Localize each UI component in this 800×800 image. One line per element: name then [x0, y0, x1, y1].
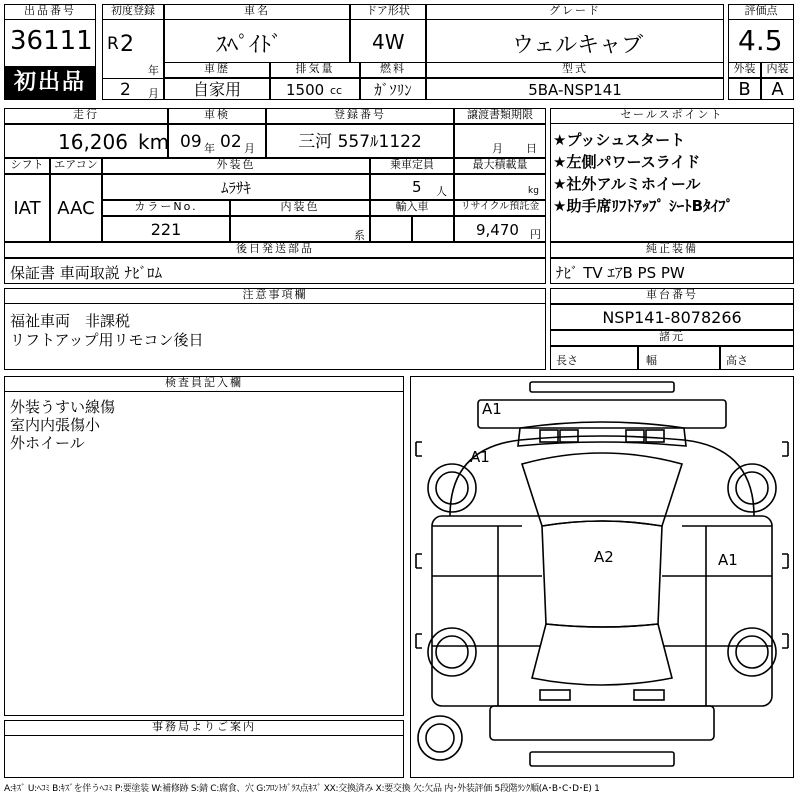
- inspection-year-unit: 年: [204, 142, 215, 155]
- month-unit: 月: [148, 87, 159, 100]
- grade-label: グレード: [426, 4, 724, 20]
- divider: [102, 78, 164, 79]
- sales-points-label: セールスポイント: [550, 108, 794, 124]
- inspector-label: 検査員記入欄: [4, 376, 404, 392]
- model-code-label: 型式: [426, 62, 724, 78]
- note-line-1: 福祉車両 非課税: [10, 312, 131, 330]
- color-no: 221: [102, 216, 230, 242]
- inspection-label: 車検: [168, 108, 266, 124]
- import-cell-b: [412, 216, 454, 242]
- recycle: 9,470: [476, 221, 519, 239]
- office-label: 事務局よりご案内: [4, 720, 404, 736]
- sales-point-1: ★プッシュスタート: [553, 131, 686, 149]
- displacement-label: 排気量: [270, 62, 360, 78]
- car-diagram: [410, 376, 794, 778]
- car-name-label: 車名: [164, 4, 350, 20]
- door-type: 4W: [372, 30, 405, 54]
- history: 自家用: [164, 78, 270, 100]
- kei-unit: 系: [354, 229, 365, 242]
- aircon: AAC: [50, 174, 102, 242]
- shift-label: シフト: [4, 158, 50, 174]
- equipment-label: 純正装備: [550, 242, 794, 258]
- lot-number: 36111: [10, 26, 93, 56]
- mileage: 16,206: [58, 130, 128, 154]
- legend: A:ｷｽﾞ U:ﾍｺﾐ B:ｷｽﾞを伴うﾍｺﾐ P:要塗装 W:補修跡 S:錆 C:腐食、穴 G:ﾌﾛﾝﾄｶﾞﾗｽ点ｷｽﾞ XX:交換済み X:要交換 欠:欠品 内･外装評価 5段階ﾗﾝｸ順(A･B･C･D･E) 1: [4, 784, 600, 794]
- inspection-month: 02: [220, 132, 242, 152]
- ext-color: ﾑﾗｻｷ: [102, 174, 370, 200]
- recycle-label: リサイクル預託金: [454, 200, 546, 216]
- int-color-cell: [230, 216, 370, 242]
- int-color-label: 内装色: [230, 200, 370, 216]
- fuel: ｶﾞｿﾘﾝ: [360, 78, 426, 100]
- era-letter: R: [107, 34, 119, 54]
- damage-mark-roof: A2: [594, 548, 614, 566]
- lot-number-label: 出品番号: [4, 4, 96, 20]
- length-label: 長さ: [556, 354, 578, 367]
- registration-year: 2: [120, 32, 134, 57]
- door-label: ドア形状: [350, 4, 426, 20]
- score-label: 評価点: [728, 4, 794, 20]
- inspector-note-2: 室内内張傷小: [10, 416, 101, 434]
- plate-label: 登録番号: [266, 108, 454, 124]
- dimensions-label: 諸元: [550, 330, 794, 346]
- inspection-year: 09: [180, 132, 202, 152]
- max-load-label: 最大積載量: [454, 158, 546, 174]
- car-name: ｽﾍﾟｲﾄﾞ: [216, 33, 283, 58]
- first-listing-badge: 初出品: [5, 66, 95, 99]
- inspection-month-unit: 月: [244, 142, 255, 155]
- equipment: ﾅﾋﾞ TV ｴｱB PS PW: [556, 264, 685, 282]
- interior-grade: A: [761, 78, 794, 100]
- height-label: 高さ: [726, 354, 748, 367]
- notes-label: 注意事項欄: [4, 288, 546, 304]
- shift: IAT: [4, 174, 50, 242]
- later-parts: 保証書 車両取説 ﾅﾋﾞﾛﾑ: [10, 264, 163, 282]
- grade: ウェルキャブ: [512, 33, 644, 58]
- year-unit: 年: [148, 64, 159, 77]
- capacity: 5: [412, 178, 422, 196]
- kg-unit: kg: [528, 186, 539, 196]
- first-registration-label: 初度登録: [102, 4, 164, 20]
- transfer-day-unit: 日: [526, 142, 537, 155]
- transfer-month-unit: 月: [492, 142, 503, 155]
- sales-point-3: ★社外アルミホイール: [553, 175, 701, 193]
- aircon-label: エアコン: [50, 158, 102, 174]
- chassis-label: 車台番号: [550, 288, 794, 304]
- interior-grade-label: 内装: [761, 62, 794, 78]
- km-unit: km: [138, 130, 170, 154]
- exterior-grade: B: [728, 78, 761, 100]
- ext-color-label: 外装色: [102, 158, 370, 174]
- registration-month: 2: [120, 80, 131, 100]
- yen-unit: 円: [530, 228, 541, 241]
- exterior-grade-label: 外装: [728, 62, 761, 78]
- inspector-note-3: 外ホイール: [10, 434, 85, 452]
- sales-point-2: ★左側パワースライド: [553, 153, 701, 171]
- sales-point-4: ★助手席ﾘﾌﾄｱｯﾌﾟ ｼｰﾄBﾀｲﾌﾟ: [553, 197, 734, 215]
- people-unit: 人: [436, 185, 447, 198]
- inspector-note-1: 外装うすい線傷: [10, 398, 116, 416]
- cc-unit: cc: [330, 84, 343, 97]
- model-code: 5BA-NSP141: [426, 78, 724, 100]
- fuel-label: 燃料: [360, 62, 426, 78]
- chassis-number: NSP141-8078266: [550, 304, 794, 330]
- import-label: 輸入車: [370, 200, 454, 216]
- mileage-label: 走行: [4, 108, 168, 124]
- score: 4.5: [738, 24, 783, 57]
- color-no-label: カラーNo.: [102, 200, 230, 216]
- displacement: 1500: [286, 81, 325, 99]
- transfer-docs-label: 譲渡書類期限: [454, 108, 546, 124]
- later-parts-label: 後日発送部品: [4, 242, 546, 258]
- note-line-2: リフトアップ用リモコン後日: [10, 331, 204, 349]
- history-label: 車歴: [164, 62, 270, 78]
- width-label: 幅: [646, 354, 657, 367]
- import-cell-a: [370, 216, 412, 242]
- damage-mark-front-bumper: A1: [482, 400, 502, 418]
- capacity-label: 乗車定員: [370, 158, 454, 174]
- plate-number: 三河 557ﾙ1122: [266, 124, 454, 158]
- damage-mark-right-door: A1: [718, 551, 738, 569]
- damage-mark-front-left: A1: [470, 448, 490, 466]
